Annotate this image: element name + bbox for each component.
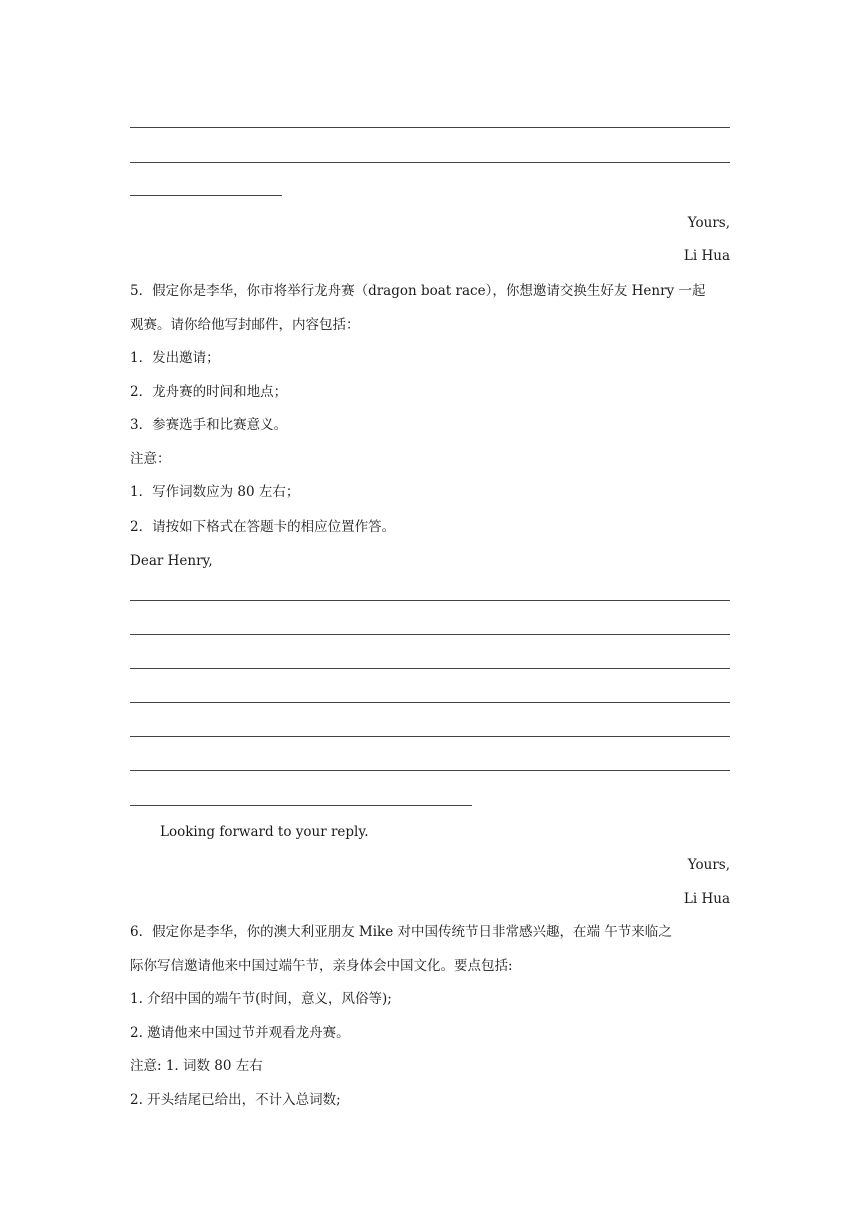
answer-line <box>130 600 730 601</box>
q5-note-label: 注意： <box>130 451 171 467</box>
answer-line <box>130 162 730 163</box>
q5-note: 2．请按如下格式在答题卡的相应位置作答。 <box>130 519 396 535</box>
q6-note: 注意: 1. 词数 80 左右 <box>130 1058 263 1074</box>
q6-prompt-line2: 际你写信邀请他来中国过端午节，亲身体会中国文化。要点包括: <box>130 958 513 974</box>
signature-text: Li Hua <box>683 248 730 264</box>
q6-prompt-line1: 6．假定你是李华，你的澳大利亚朋友 Mike 对中国传统节日非常感兴趣，在端 午节来临之 <box>130 924 672 940</box>
answer-line <box>130 668 730 669</box>
q6-note: 2. 开头结尾已给出，不计入总词数; <box>130 1092 341 1108</box>
q5-closing: Yours, <box>687 857 730 873</box>
q6-point: 2. 邀请他来中国过节并观看龙舟赛。 <box>130 1025 350 1041</box>
answer-line <box>130 127 730 128</box>
q5-looking-forward: Looking forward to your reply. <box>160 824 369 840</box>
answer-line <box>130 770 730 771</box>
closing-text: Yours, <box>687 215 730 231</box>
q6-point: 1. 介绍中国的端午节(时间，意义，风俗等); <box>130 991 392 1007</box>
q5-prompt-line2: 观赛。请你给他写封邮件，内容包括： <box>130 317 360 333</box>
q5-signature: Li Hua <box>683 891 730 907</box>
q5-prompt-line1: 5．假定你是李华，你市将举行龙舟赛（dragon boat race），你想邀请交换生好友 Henry 一起 <box>130 283 706 299</box>
answer-line <box>130 805 472 806</box>
answer-line <box>130 736 730 737</box>
q5-point: 2．龙舟赛的时间和地点； <box>130 384 288 400</box>
q5-note: 1．写作词数应为 80 左右； <box>130 484 300 500</box>
q5-point: 3．参赛选手和比赛意义。 <box>130 417 288 433</box>
answer-line <box>130 702 730 703</box>
answer-line <box>130 634 730 635</box>
q5-greeting: Dear Henry, <box>130 553 213 569</box>
q5-point: 1．发出邀请； <box>130 350 220 366</box>
answer-line <box>130 195 282 196</box>
